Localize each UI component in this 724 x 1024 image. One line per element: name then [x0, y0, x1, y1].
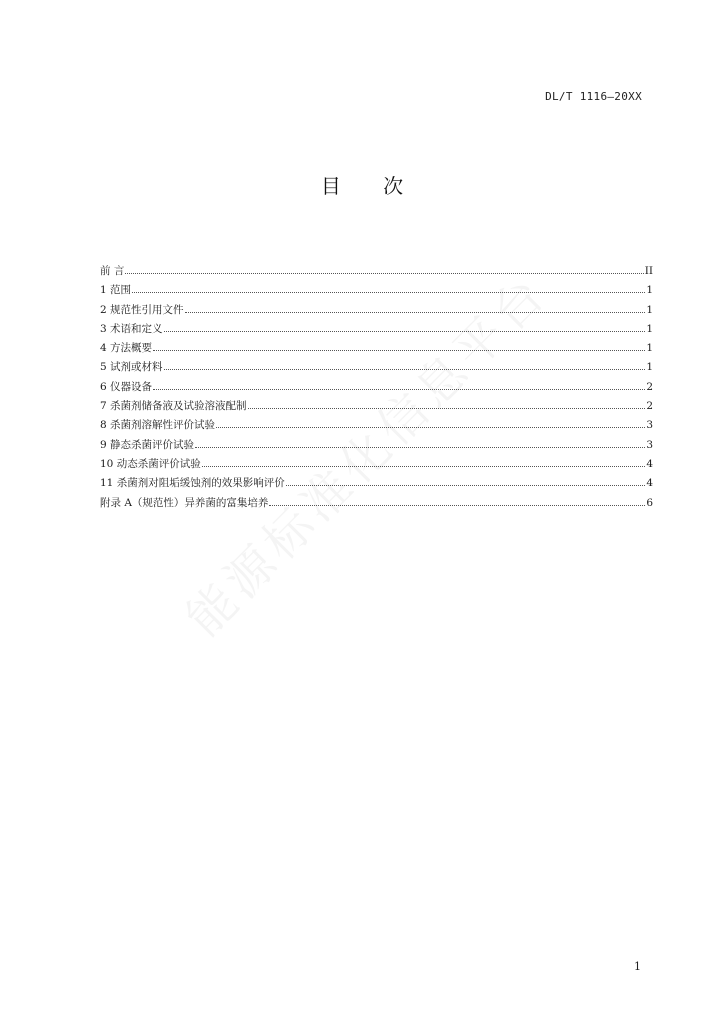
toc-entry-page: 2 [646, 380, 653, 393]
toc-entry-label: 11 杀菌剂对阻垢缓蚀剂的效果影响评价 [100, 477, 285, 490]
table-of-contents [100, 262, 653, 513]
toc-entry-page: 4 [646, 457, 653, 470]
toc-entry-page: 6 [646, 496, 653, 509]
toc-entry[interactable] [100, 455, 653, 474]
toc-entry-page: 3 [646, 419, 653, 432]
toc-entry[interactable] [100, 339, 653, 358]
toc-entry[interactable] [100, 358, 653, 377]
toc-entry-label: 7 杀菌剂储备液及试验溶液配制 [100, 400, 247, 413]
toc-entry-label: 附录 A（规范性）异养菌的富集培养 [100, 496, 269, 509]
toc-leader-dots [269, 504, 645, 506]
toc-leader-dots [164, 368, 646, 370]
toc-entry[interactable] [100, 281, 653, 300]
toc-entry[interactable] [100, 397, 653, 416]
toc-entry-label: 9 静态杀菌评价试验 [100, 438, 195, 451]
toc-leader-dots [195, 446, 645, 448]
toc-entry-label: 10 动态杀菌评价试验 [100, 457, 201, 470]
page-number: 1 [634, 960, 641, 973]
toc-entry[interactable] [100, 320, 653, 339]
toc-entry-page: 4 [646, 477, 653, 490]
toc-leader-dots [125, 272, 643, 274]
toc-leader-dots [286, 484, 646, 486]
toc-entry[interactable] [100, 301, 653, 320]
toc-entry-label: 2 规范性引用文件 [100, 303, 184, 316]
toc-entry-label: 6 仪器设备 [100, 380, 153, 393]
toc-leader-dots [132, 291, 645, 293]
toc-entry-label: 5 试剂或材料 [100, 361, 163, 374]
toc-entry-label: 前 言 [100, 265, 125, 277]
toc-entry-page: 1 [646, 361, 653, 374]
toc-leader-dots [216, 426, 645, 428]
toc-entry-label: 8 杀菌剂溶解性评价试验 [100, 419, 216, 432]
toc-entry[interactable] [100, 474, 653, 493]
toc-leader-dots [202, 465, 646, 467]
toc-entry-page: 1 [646, 303, 653, 316]
standard-code: DL/T 1116—20XX [545, 90, 642, 103]
toc-leader-dots [248, 407, 646, 409]
toc-entry-page: 3 [646, 438, 653, 451]
toc-leader-dots [153, 349, 645, 351]
page-title: 目 次 [320, 174, 422, 198]
toc-entry[interactable] [100, 378, 653, 397]
toc-entry-page: 2 [646, 400, 653, 413]
toc-entry-label: 4 方法概要 [100, 342, 153, 355]
toc-leader-dots [153, 388, 645, 390]
toc-entry-label: 1 范围 [100, 284, 132, 297]
toc-entry-page: II [644, 265, 653, 277]
toc-entry[interactable] [100, 436, 653, 455]
toc-entry[interactable] [100, 494, 653, 513]
toc-leader-dots [164, 330, 646, 332]
toc-leader-dots [185, 311, 646, 313]
toc-entry[interactable] [100, 416, 653, 435]
toc-entry-page: 1 [646, 322, 653, 335]
toc-entry-page: 1 [646, 284, 653, 297]
toc-entry-page: 1 [646, 342, 653, 355]
toc-entry-label: 3 术语和定义 [100, 322, 163, 335]
toc-entry[interactable] [100, 262, 653, 281]
